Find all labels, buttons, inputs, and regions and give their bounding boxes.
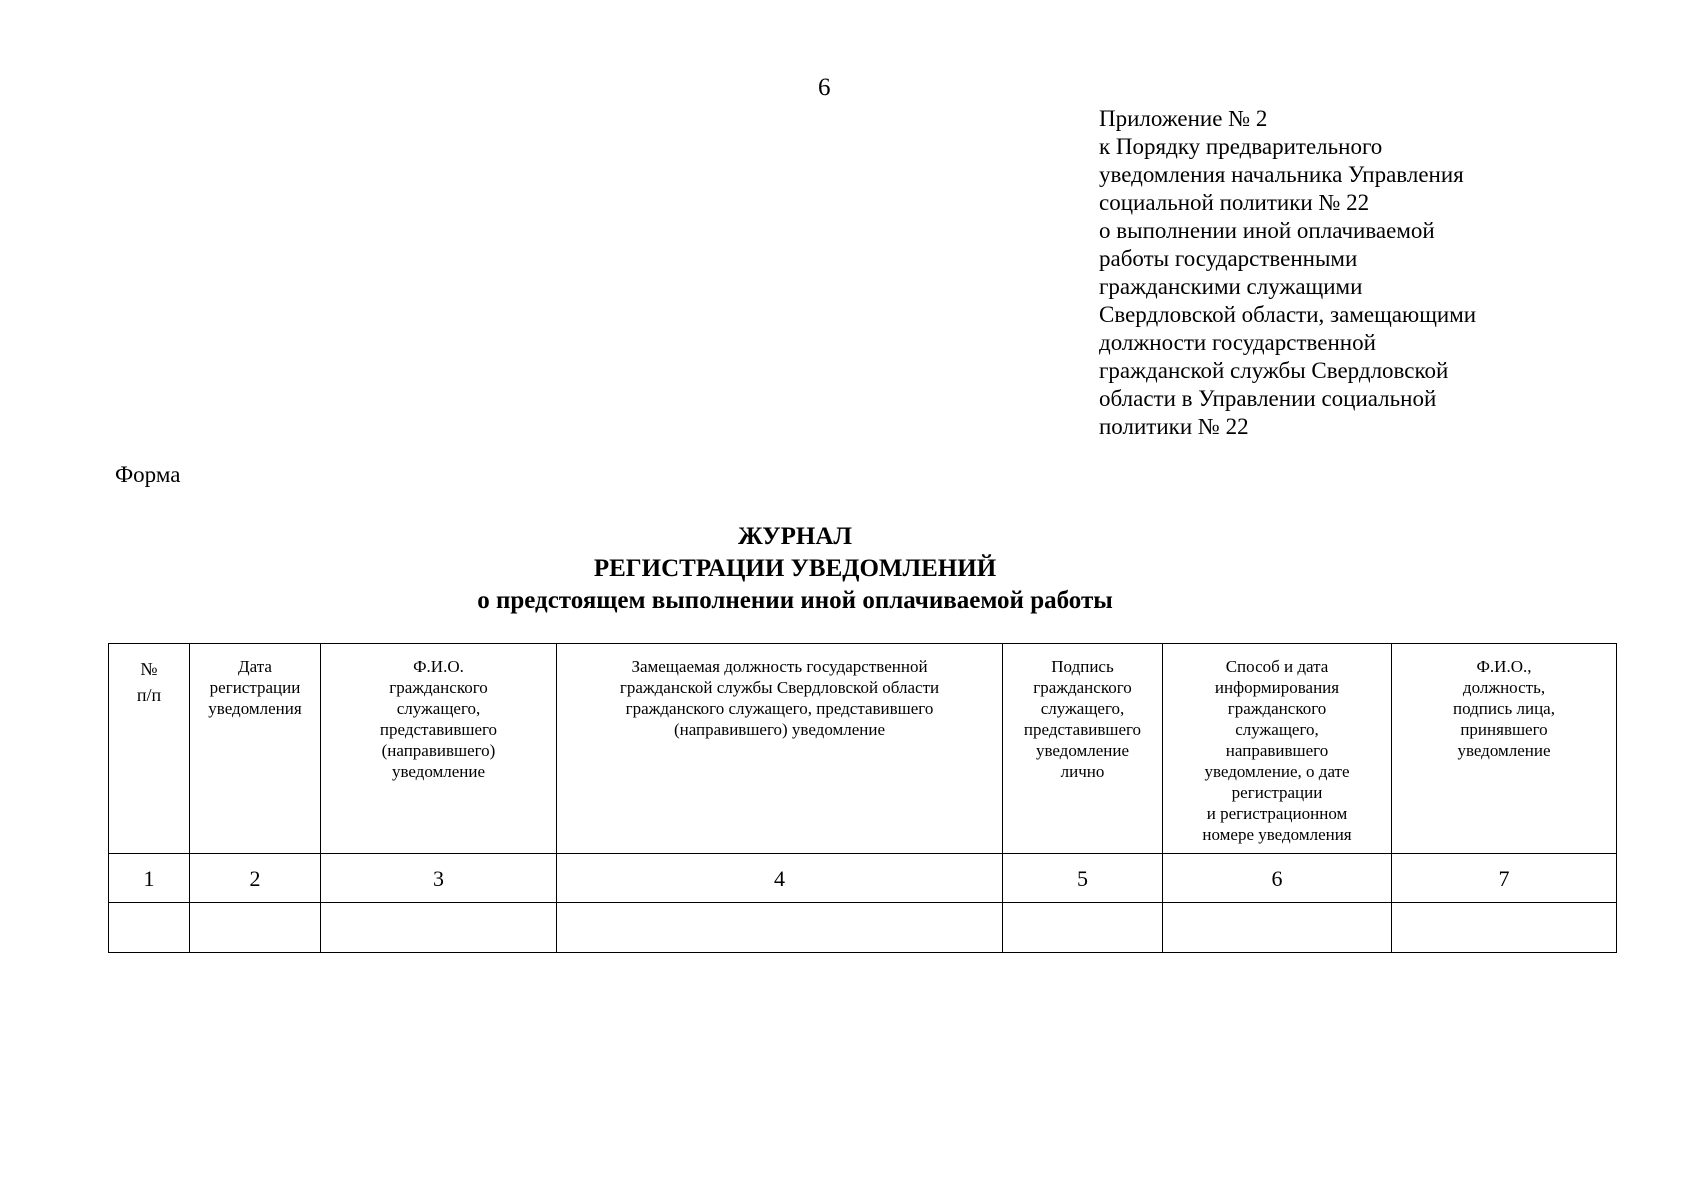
column-number-cell: 1 (109, 854, 190, 903)
header-line: номере уведомления (1202, 825, 1352, 844)
header-line: Способ и дата (1225, 657, 1329, 676)
header-line: служащего, (1235, 720, 1319, 739)
appendix-block (1099, 105, 1539, 441)
header-line: уведомление (391, 762, 486, 781)
header-line: уведомление (1457, 741, 1551, 760)
empty-cell (190, 903, 321, 953)
header-cell (321, 644, 557, 854)
appendix-line: Приложение № 2 (1099, 106, 1268, 131)
header-cell (1003, 644, 1163, 854)
header-line: регистрации (1231, 783, 1323, 802)
header-line: направившего (1225, 741, 1329, 760)
column-number-cell: 7 (1392, 854, 1617, 903)
appendix-line: социальной политики № 22 (1099, 190, 1370, 215)
header-line: подпись лица, (1453, 699, 1555, 718)
header-line: Дата (238, 657, 272, 676)
form-label: Форма (115, 462, 181, 487)
column-number-cell: 5 (1003, 854, 1163, 903)
appendix-line: к Порядку предварительного (1099, 134, 1383, 159)
title-line-1: ЖУРНАЛ (737, 523, 853, 550)
header-line: уведомление, о дате (1204, 762, 1350, 781)
header-line: гражданского (1033, 678, 1132, 697)
appendix-line: должности государственной (1099, 330, 1376, 355)
header-line: Подпись (1051, 657, 1114, 676)
header-line: Ф.И.О. (413, 657, 464, 676)
column-number-cell: 2 (190, 854, 321, 903)
header-line: гражданского (389, 678, 488, 697)
header-line: Замещаемая должность государственной (631, 657, 928, 676)
header-cell (1392, 644, 1617, 854)
empty-cell (557, 903, 1003, 953)
empty-cell (1163, 903, 1392, 953)
header-cell (557, 644, 1003, 854)
header-line: служащего, (1040, 699, 1125, 718)
empty-cell (1392, 903, 1617, 953)
header-line: Ф.И.О., (1476, 657, 1532, 676)
appendix-line: гражданской службы Свердловской (1099, 358, 1449, 383)
title-line-2: РЕГИСТРАЦИИ УВЕДОМЛЕНИЙ (593, 555, 997, 582)
header-line: регистрации (209, 678, 301, 697)
appendix-line: политики № 22 (1099, 414, 1249, 439)
header-line: гражданского служащего, представившего (625, 699, 934, 718)
appendix-line: уведомления начальника Управления (1099, 162, 1464, 187)
header-line: гражданского (1227, 699, 1327, 718)
header-line: и регистрационном (1206, 804, 1348, 823)
empty-cell (109, 903, 190, 953)
column-number-cell: 6 (1163, 854, 1392, 903)
appendix-line: работы государственными (1099, 246, 1358, 271)
appendix-line: области в Управлении социальной (1099, 386, 1437, 411)
header-row (109, 644, 1617, 854)
appendix-line: Свердловской области, замещающими (1099, 302, 1477, 327)
empty-cell (321, 903, 557, 953)
header-line: гражданской службы Свердловской области (619, 678, 940, 697)
header-line: должность, (1462, 678, 1546, 697)
header-line: представившего (379, 720, 498, 739)
title-line-3: о предстоящем выполнении иной оплачиваемой работы (477, 587, 1113, 614)
header-line: (направившего) уведомление (673, 720, 886, 739)
column-number-row (109, 854, 1617, 903)
header-line: п/п (136, 685, 162, 705)
registration-table (108, 643, 1617, 953)
column-number-cell: 4 (557, 854, 1003, 903)
header-cell (1163, 644, 1392, 854)
header-line: № (140, 659, 158, 679)
header-cell (190, 644, 321, 854)
header-line: принявшего (1460, 720, 1548, 739)
header-cell (109, 644, 190, 854)
header-line: (направившего) (381, 741, 496, 760)
journal-title (0, 521, 1590, 617)
header-line: уведомление (1035, 741, 1130, 760)
empty-entry-row (109, 903, 1617, 953)
header-line: служащего, (396, 699, 481, 718)
column-number-cell: 3 (321, 854, 557, 903)
header-line: уведомления (208, 699, 302, 718)
appendix-line: гражданскими служащими (1099, 274, 1363, 299)
empty-cell (1003, 903, 1163, 953)
header-line: лично (1060, 762, 1105, 781)
appendix-line: о выполнении иной оплачиваемой (1099, 218, 1435, 243)
header-line: представившего (1023, 720, 1142, 739)
header-line: информирования (1214, 678, 1340, 697)
page-number: 6 (818, 74, 831, 101)
